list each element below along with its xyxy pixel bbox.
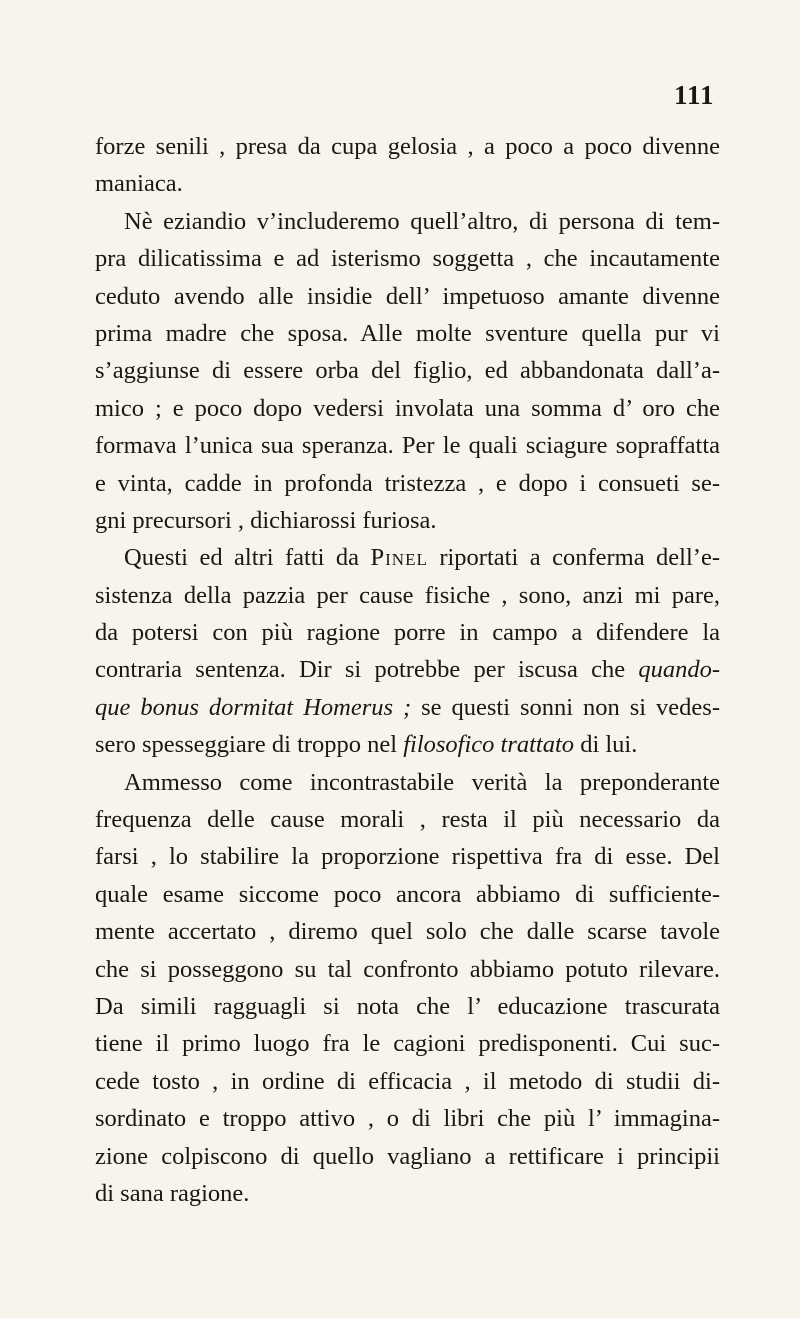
text-line: s’aggiunse di essere orba del figlio, ed abbandonata dall’a- (95, 357, 720, 385)
text-line: mente accertato , diremo quel solo che dalle scarse tavole (95, 918, 720, 946)
text-line: di sana ragione. (95, 1179, 250, 1207)
text-line: Ammesso come incontrastabile verità la preponderante (124, 768, 720, 796)
text-line: forze senili , presa da cupa gelosia , a poco a poco divenne (95, 133, 720, 160)
text-segment: se questi sonni non si vedes- (411, 693, 720, 721)
text-line: gni precursori , dichiarossi furiosa. (95, 506, 437, 534)
text-line: sordinato e troppo attivo , o di libri che più l’ immagina- (95, 1105, 720, 1133)
text-segment: sero spesseggiare di troppo nel (95, 731, 404, 759)
text-line: formava l’unica sua speranza. Per le quali sciagure sopraffatta (95, 432, 720, 460)
text-line (95, 539, 720, 576)
page-number: 111 (674, 80, 715, 110)
text-line (95, 651, 720, 688)
text-line: quale esame siccome poco ancora abbiamo di sufficiente- (95, 880, 720, 908)
text-line: frequenza delle cause morali , resta il più necessario da (95, 806, 720, 834)
text-line: ceduto avendo alle insidie dell’ impetuoso amante divenne (95, 282, 720, 310)
text-line: tiene il primo luogo fra le cagioni predisponenti. Cui suc- (95, 1030, 720, 1058)
text-line: zione colpiscono di quello vagliano a rettificare i principii (95, 1142, 720, 1170)
text-line: mico ; e poco dopo vedersi involata una somma d’ oro che (95, 394, 720, 422)
body-text (95, 128, 720, 1212)
text-line (95, 726, 720, 763)
text-segment: di lui. (574, 731, 638, 759)
text-line: Da simili ragguagli si nota che l’ educazione trascurata (95, 992, 720, 1020)
text-line: sistenza della pazzia per cause fisiche , sono, anzi mi pare, (95, 581, 720, 609)
latin-quote: quando- (638, 656, 720, 684)
text-line: e vinta, cadde in profonda tristezza , e dopo i consueti se- (95, 469, 720, 497)
emphasized-title: filosofico trattato (403, 731, 575, 759)
author-name: Pinel (370, 544, 428, 572)
text-line: pra dilicatissima e ad isterismo soggetta , che incautamente (95, 245, 720, 273)
text-line: cede tosto , in ordine di efficacia , il metodo di studii di- (95, 1067, 720, 1095)
text-line: Nè eziandio v’includeremo quell’altro, di persona di tem- (124, 207, 720, 235)
text-line: maniaca. (95, 170, 183, 198)
text-segment: contraria sentenza. Dir si potrebbe per iscusa che (95, 656, 639, 684)
text-segment: Questi ed altri fatti da (124, 544, 371, 572)
text-line: da potersi con più ragione porre in campo a difendere la (95, 619, 720, 647)
text-segment: riportati a conferma dell’e- (427, 544, 720, 572)
text-line: prima madre che sposa. Alle molte sventure quella pur vi (95, 319, 720, 347)
text-line: che si posseggono su tal confronto abbiamo potuto rilevare. (95, 955, 720, 983)
text-line (95, 689, 720, 726)
latin-quote: que bonus dormitat Homerus ; (95, 693, 412, 721)
text-line: farsi , lo stabilire la proporzione rispettiva fra di esse. Del (95, 843, 720, 871)
